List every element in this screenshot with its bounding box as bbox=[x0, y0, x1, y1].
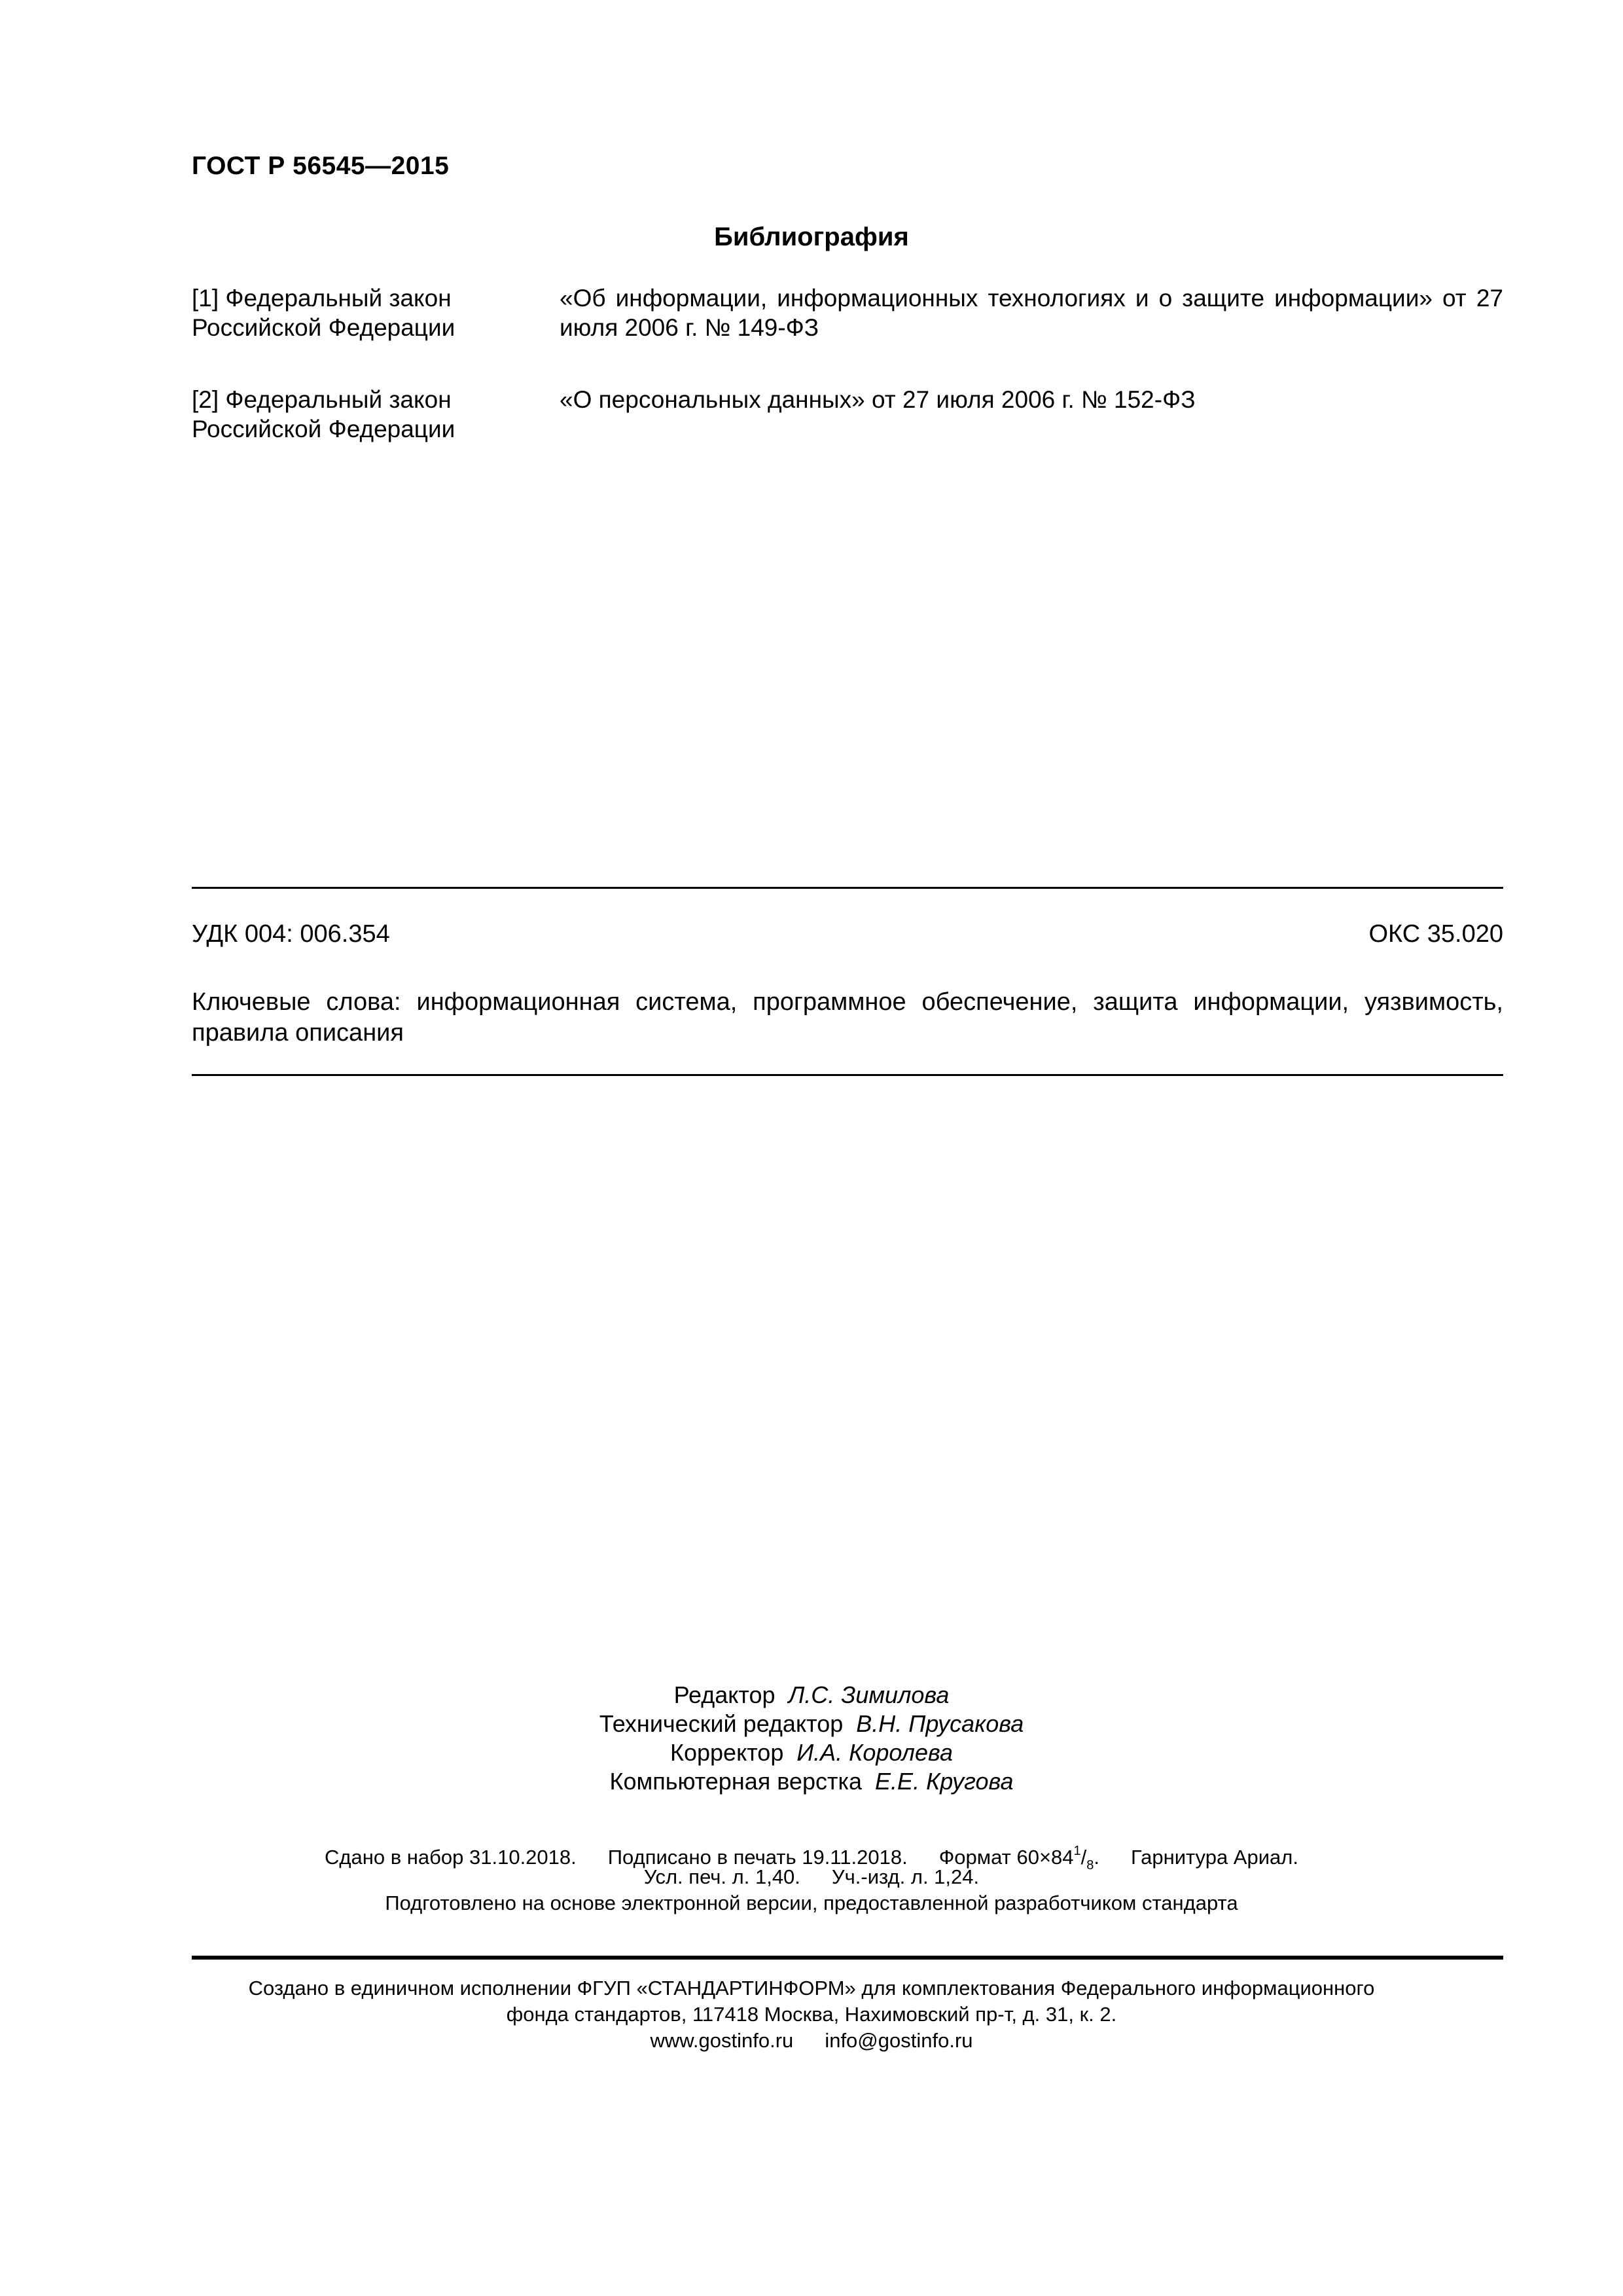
print-sheets: Усл. печ. л. 1,40. bbox=[643, 1865, 800, 1888]
website-link[interactable]: www.gostinfo.ru bbox=[650, 2029, 794, 2052]
bibliography-entry-1-source: [1] Федеральный закон Российской Федерации bbox=[192, 285, 455, 341]
credit-role: Технический редактор bbox=[599, 1710, 844, 1737]
signed-date: Подписано в печать 19.11.2018. bbox=[607, 1846, 908, 1869]
bibliography-entry-2-text: «О персональных данных» от 27 июля 2006 г. № 152-ФЗ bbox=[560, 386, 1196, 413]
bibliography-entry-2-source: [2] Федеральный закон Российской Федерации bbox=[192, 386, 455, 442]
credit-role: Компьютерная верстка bbox=[609, 1768, 863, 1795]
udk-code: УДК 004: 006.354 bbox=[192, 920, 390, 948]
email-link[interactable]: info@gostinfo.ru bbox=[825, 2029, 973, 2052]
footer-contacts bbox=[0, 2028, 1623, 2054]
credit-name: В.Н. Прусакова bbox=[856, 1710, 1024, 1737]
keywords: Ключевые слова: информационная система, программное обеспечение, защита информации, уязвимость, правила описания bbox=[192, 988, 1503, 1047]
credit-tech-editor bbox=[0, 1709, 1623, 1738]
footer-line-1: Создано в единичном исполнении ФГУП «СТАНДАРТИНФОРМ» для комплектования Федерального информационного bbox=[248, 1977, 1375, 2000]
oks-code: ОКС 35.020 bbox=[1368, 920, 1503, 948]
credit-name: И.А. Королева bbox=[796, 1739, 953, 1766]
credit-role: Редактор bbox=[673, 1681, 776, 1708]
standard-number: ГОСТ Р 56545—2015 bbox=[192, 152, 450, 180]
bibliography-entry-1-text: «Об информации, информационных технологиях и о защите информации» от 27 июля 2006 г. № 149-ФЗ bbox=[560, 285, 1503, 341]
typeset-date: Сдано в набор 31.10.2018. bbox=[325, 1846, 577, 1869]
imprint-prepared: Подготовлено на основе электронной версии, предоставленной разработчиком стандарта bbox=[385, 1892, 1238, 1914]
credit-role: Корректор bbox=[670, 1739, 784, 1766]
divider-bottom bbox=[192, 1074, 1503, 1076]
imprint-line-2 bbox=[0, 1864, 1623, 1890]
bibliography-title: Библиография bbox=[714, 223, 909, 251]
credit-name: Е.Е. Кругова bbox=[875, 1768, 1014, 1795]
pub-sheets: Уч.-изд. л. 1,24. bbox=[831, 1865, 980, 1888]
credit-name: Л.С. Зимилова bbox=[788, 1681, 950, 1708]
format: Формат $60\times 84^1/_8$. bbox=[938, 1844, 1100, 1873]
divider-top bbox=[192, 887, 1503, 889]
credit-editor bbox=[0, 1680, 1623, 1710]
typeface: Гарнитура Ариал. bbox=[1131, 1846, 1298, 1869]
credit-corrector bbox=[0, 1738, 1623, 1767]
credit-layout bbox=[0, 1767, 1623, 1796]
footer-line-2: фонда стандартов, 117418 Москва, Нахимовский пр-т, д. 31, к. 2. bbox=[506, 2003, 1117, 2026]
footer-divider bbox=[192, 1956, 1503, 1960]
